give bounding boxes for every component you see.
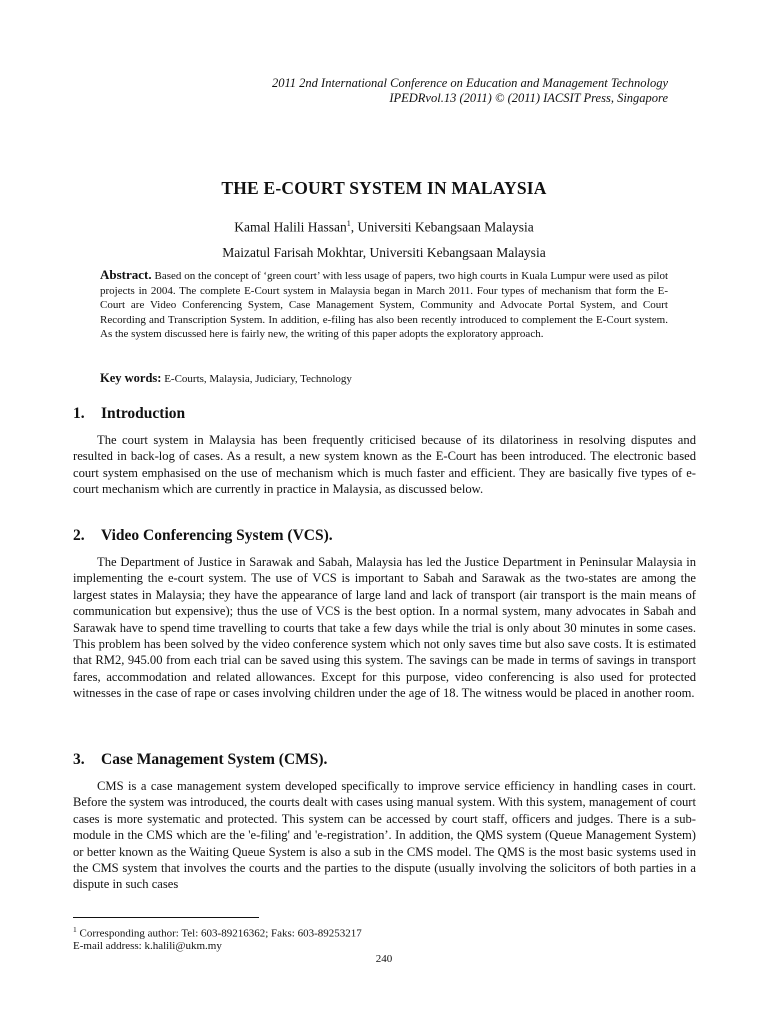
section-number: 1. (73, 405, 85, 422)
section-body-text: The Department of Justice in Sarawak and Sabah, Malaysia has led the Justice Department in Peninsular Malaysia in implementing the e-court system. The use of VCS is important to Sabah and Sarawak as the two-states are among the largest states in Malaysia; they have the appearance of large land and lack of transport (air transport is the main means of communication but expensive); thus the use of VCS is the best option. In a normal system, many advocates in Sabah and Sarawak have to spend time travelling to courts that take a few days while the trial is only about 30 minutes in some cases. This problem has been solved by the video conference system which not only saves time but also save costs. It is estimated that RM2, 945.00 from each trial can be saved using this system. The savings can be made in terms of savings in transport fares, accommodation and related allowances. Except for this purpose, video conferencing is also used for protected witnesses in the case of rape or cases involving children under the age of 18. The witness would be placed in another room. (73, 555, 696, 701)
keywords-label: Key words: (100, 371, 162, 385)
abstract-text: Based on the concept of ‘green court’ with less usage of papers, two high courts in Kuala Lumpur were used as pilot projects in 2004. The complete E-Court system in Malaysia began in March 2011. Four types of mechanism that form the E-Court are Video Conferencing System, Case Management System, Community and Advocate Portal System, and Court Recording and Transcription System. In addition, e-filing has also been recently introduced to complement the E-Court system. As the system discussed here is fairly new, the writing of this paper adopts the exploratory approach. (100, 270, 669, 341)
section-body-vcs (73, 554, 696, 702)
section-body-text: The court system in Malaysia has been frequently criticised because of its dilatoriness in resolving disputes and resulted in back-log of cases. As a result, a new system known as the E-Court has been introduced. The electronic based court system emphasised on the use of mechanism which is much faster and efficient. They are basically five types of e-court mechanism which are currently in practice in Malaysia, as discussed below. (73, 433, 696, 497)
section-number: 2. (73, 527, 85, 544)
footnote-divider (73, 917, 259, 918)
footnote-marker: 1 (73, 925, 77, 934)
author-1-name: Kamal Halili Hassan (234, 219, 347, 235)
section-body-cms (73, 778, 696, 893)
section-title: Introduction (101, 405, 186, 422)
conference-header-line-2: IPEDRvol.13 (2011) © (2011) IACSIT Press, Singapore (389, 91, 668, 105)
abstract-label: Abstract. (100, 267, 152, 282)
author-1 (0, 219, 768, 236)
section-body-text: CMS is a case management system developed specifically to improve service efficiency in handling cases in court. Before the system was introduced, the courts dealt with cases using manual system. With this system, management of court cases is more systematic and protected. This system can be accessed by court staff, officers and judges. There is a sub-module in the CMS which are the 'e-filing' and 'e-registration’. In addition, the QMS system (Queue Management System) or better known as the Waiting Queue System is also a sub in the CMS model. The QMS is the most basic systems used in the CMS system that involves the courts and the parties to the dispute (usually involving the solicitors of both parties in a dispute in such cases (73, 779, 696, 892)
footnote-line-1 (73, 925, 362, 940)
keywords-text: E-Courts, Malaysia, Judiciary, Technology (164, 373, 352, 385)
conference-header-line-1: 2011 2nd International Conference on Education and Management Technology (271, 76, 668, 90)
section-heading-introduction (73, 405, 185, 423)
page-number: 240 (375, 953, 393, 965)
footnote-line-2: E-mail address: k.halili@ukm.my (73, 940, 222, 952)
author-2 (0, 245, 768, 261)
section-heading-cms (73, 751, 327, 769)
author-1-footnote-marker: 1 (346, 219, 351, 228)
footnote-text: Corresponding author: Tel: 603-89216362; Faks: 603-89253217 (79, 927, 362, 940)
section-title: Video Conferencing System (VCS). (101, 527, 333, 544)
paper-title: THE E-COURT SYSTEM IN MALAYSIA (221, 178, 547, 198)
author-2-name: Maizatul Farisah Mokhtar (222, 245, 363, 260)
section-body-introduction (73, 432, 696, 498)
author-1-affiliation: , Universiti Kebangsaan Malaysia (350, 219, 534, 235)
abstract (100, 268, 668, 342)
conference-header (272, 76, 668, 106)
keywords (100, 371, 352, 386)
section-number: 3. (73, 751, 85, 768)
author-2-affiliation: , Universiti Kebangsaan Malaysia (362, 245, 546, 260)
section-heading-vcs (73, 527, 333, 545)
section-title: Case Management System (CMS). (101, 751, 328, 768)
